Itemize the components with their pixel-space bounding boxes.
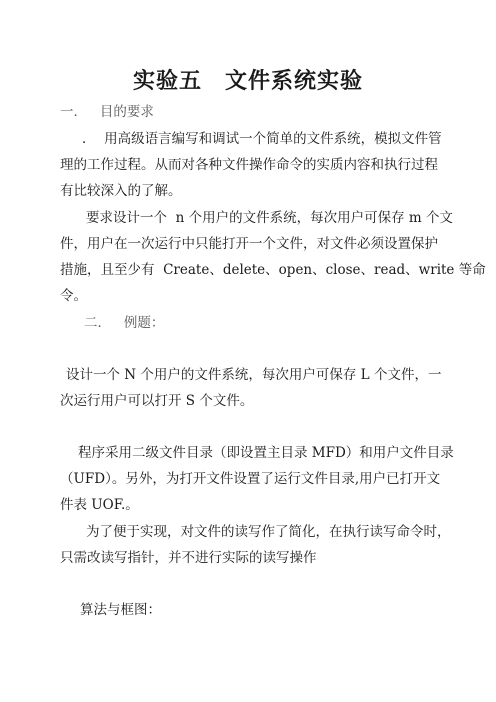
paragraph-line: 算法与框图： [80, 602, 161, 618]
paragraph-line: 件表 UOF.。 [60, 497, 139, 513]
paragraph-line: 为了便于实现，对文件的读写作了简化，在执行读写命令时， [86, 524, 451, 540]
paragraph-line: 程序采用二级文件目录（即设置主目录 MFD）和用户文件目录 [78, 445, 454, 461]
paragraph-line: 理的工作过程。从而对各种文件操作命令的实质内容和执行过程 [60, 157, 438, 173]
paragraph-line: 设计一个 N 个用户的文件系统，每次用户可保存 L 个文件，一 [66, 367, 442, 383]
paragraph-line: 措施，且至少有 Create、delete、open、close、read、write 等命 [60, 262, 486, 278]
section-heading-2: 二． 例题： [84, 315, 165, 331]
paragraph-line: 令。 [60, 288, 87, 304]
paragraph-line: 只需改读写指针，并不进行实际的读写操作 [60, 550, 317, 566]
paragraph-line: 有比较深入的了解。 [60, 183, 182, 199]
section-heading-1: 一． 目的要求 [60, 104, 154, 120]
document-title: 实验五 文件系统实验 [132, 68, 363, 94]
paragraph-line: ． 用高级语言编写和调试一个简单的文件系统，模拟文件管 [82, 131, 442, 147]
paragraph-line: 件，用户在一次运行中只能打开一个文件，对文件必须设置保护 [60, 236, 438, 252]
paragraph-line: 要求设计一个 n 个用户的文件系统，每次用户可保存 m 个文 [86, 210, 453, 226]
paragraph-line: 次运行用户可以打开 S 个文件。 [60, 393, 254, 409]
paragraph-line: （UFD）。另外，为打开文件设置了运行文件目录,用户已打开文 [60, 471, 441, 487]
